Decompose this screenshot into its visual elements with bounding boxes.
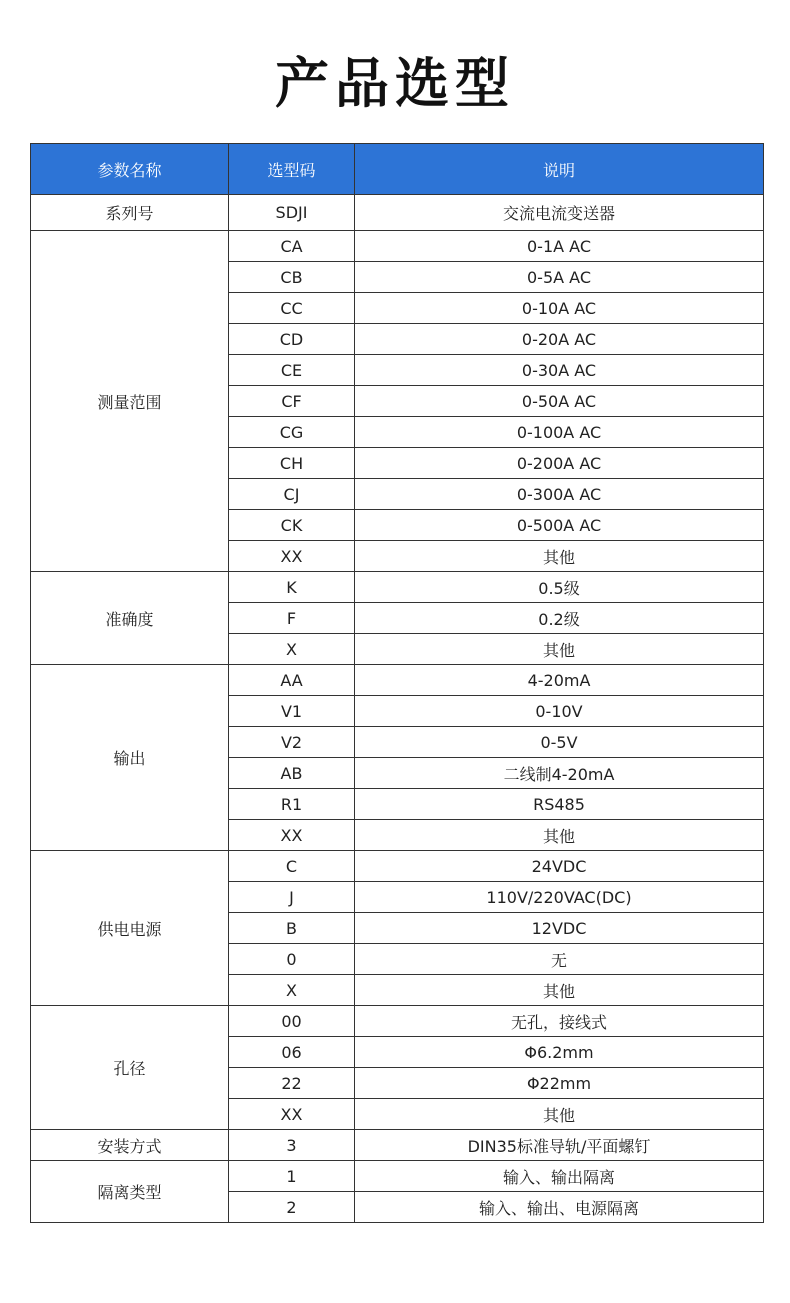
description-cell: 其他 (355, 634, 764, 665)
table-row (31, 1006, 764, 1037)
description-cell: 0.2级 (355, 603, 764, 634)
code-cell: XX (229, 1099, 355, 1130)
description-cell: 0-50A AC (355, 386, 764, 417)
description-cell: 0-200A AC (355, 448, 764, 479)
param-name-cell: 隔离类型 (31, 1161, 229, 1223)
page-title: 产品选型 (275, 52, 515, 115)
description-cell: 输入、输出隔离 (355, 1161, 764, 1192)
code-cell: C (229, 851, 355, 882)
description-cell: RS485 (355, 789, 764, 820)
table-row (31, 1161, 764, 1192)
description-cell: 0-5V (355, 727, 764, 758)
code-cell: CJ (229, 479, 355, 510)
code-cell: V2 (229, 727, 355, 758)
header-code: 选型码 (229, 144, 355, 195)
description-cell: 0-100A AC (355, 417, 764, 448)
code-cell: K (229, 572, 355, 603)
description-cell: 其他 (355, 975, 764, 1006)
table-row (31, 665, 764, 696)
description-cell: 0-10V (355, 696, 764, 727)
description-cell: Φ6.2mm (355, 1037, 764, 1068)
param-name-cell: 输出 (31, 665, 229, 851)
code-cell: CC (229, 293, 355, 324)
code-cell: F (229, 603, 355, 634)
code-cell: CA (229, 231, 355, 262)
header-param-name: 参数名称 (31, 144, 229, 195)
description-cell: 0-1A AC (355, 231, 764, 262)
description-cell: 0-500A AC (355, 510, 764, 541)
code-cell: SDJI (229, 195, 355, 231)
code-cell: AB (229, 758, 355, 789)
code-cell: CK (229, 510, 355, 541)
table-row (31, 572, 764, 603)
description-cell: DIN35标准导轨/平面螺钉 (355, 1130, 764, 1161)
code-cell: XX (229, 820, 355, 851)
table-row (31, 851, 764, 882)
code-cell: CF (229, 386, 355, 417)
header-description: 说明 (355, 144, 764, 195)
description-cell: 交流电流变送器 (355, 195, 764, 231)
code-cell: J (229, 882, 355, 913)
description-cell: Φ22mm (355, 1068, 764, 1099)
code-cell: B (229, 913, 355, 944)
description-cell: 其他 (355, 820, 764, 851)
code-cell: 2 (229, 1192, 355, 1223)
description-cell: 12VDC (355, 913, 764, 944)
param-name-cell: 供电电源 (31, 851, 229, 1006)
description-cell: 4-20mA (355, 665, 764, 696)
code-cell: V1 (229, 696, 355, 727)
table-body (31, 195, 764, 1223)
description-cell: 0-20A AC (355, 324, 764, 355)
code-cell: 00 (229, 1006, 355, 1037)
code-cell: CG (229, 417, 355, 448)
code-cell: 3 (229, 1130, 355, 1161)
code-cell: R1 (229, 789, 355, 820)
code-cell: CB (229, 262, 355, 293)
param-name-cell: 系列号 (31, 195, 229, 231)
description-cell: 0-30A AC (355, 355, 764, 386)
table-row (31, 1130, 764, 1161)
description-cell: 110V/220VAC(DC) (355, 882, 764, 913)
description-cell: 无 (355, 944, 764, 975)
code-cell: 22 (229, 1068, 355, 1099)
header-row (31, 144, 764, 195)
description-cell: 二线制4-20mA (355, 758, 764, 789)
code-cell: XX (229, 541, 355, 572)
description-cell: 0.5级 (355, 572, 764, 603)
description-cell: 24VDC (355, 851, 764, 882)
param-name-cell: 孔径 (31, 1006, 229, 1130)
param-name-cell: 测量范围 (31, 231, 229, 572)
code-cell: CD (229, 324, 355, 355)
description-cell: 0-300A AC (355, 479, 764, 510)
code-cell: AA (229, 665, 355, 696)
description-cell: 0-10A AC (355, 293, 764, 324)
description-cell: 0-5A AC (355, 262, 764, 293)
code-cell: 06 (229, 1037, 355, 1068)
selection-table (30, 143, 764, 1223)
code-cell: CE (229, 355, 355, 386)
table-row (31, 231, 764, 262)
param-name-cell: 准确度 (31, 572, 229, 665)
code-cell: 1 (229, 1161, 355, 1192)
code-cell: X (229, 975, 355, 1006)
code-cell: X (229, 634, 355, 665)
description-cell: 其他 (355, 1099, 764, 1130)
description-cell: 其他 (355, 541, 764, 572)
table-header (31, 144, 764, 195)
description-cell: 输入、输出、电源隔离 (355, 1192, 764, 1223)
table-row (31, 195, 764, 231)
code-cell: CH (229, 448, 355, 479)
description-cell: 无孔，接线式 (355, 1006, 764, 1037)
param-name-cell: 安装方式 (31, 1130, 229, 1161)
code-cell: 0 (229, 944, 355, 975)
